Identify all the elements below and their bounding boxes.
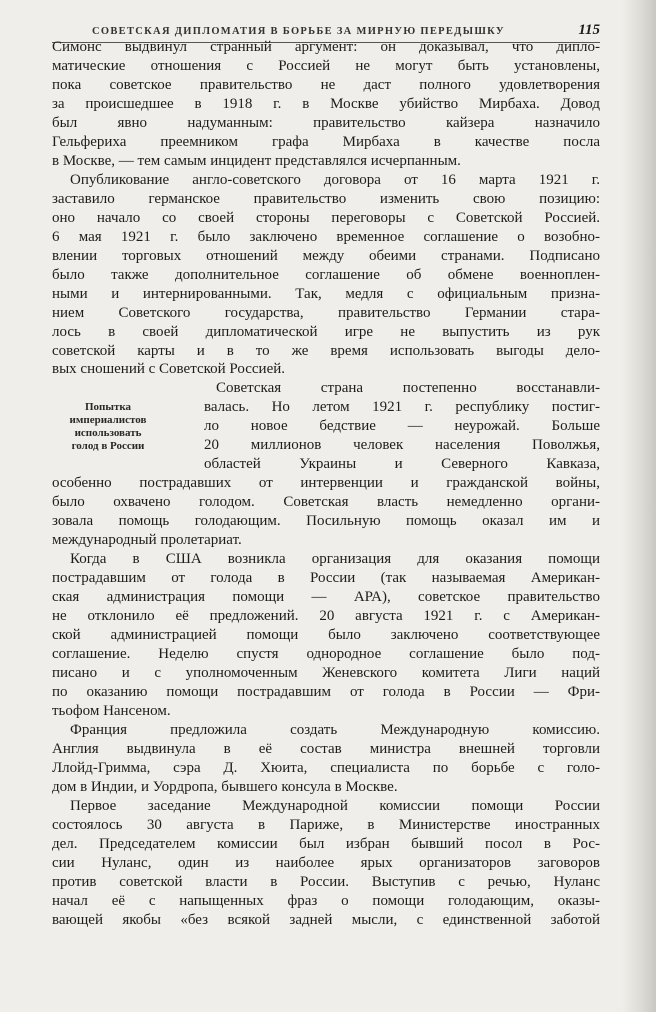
margin-note-line: Попытка [84,401,132,413]
text-line: ло новое бедствие — неурожай. Больше [204,418,600,435]
text-line: в Москве, — тем самым инцидент представлялся исчерпанным. [52,152,461,169]
text-line: Советская страна постепенно восстанавли- [216,380,600,397]
text-line: писано и с уполномоченным Женевского комитета Лиги наций [52,664,600,681]
paragraph [52,550,600,721]
page-number: 115 [578,22,600,38]
text-line: Опубликование англо-советского договора от 16 марта 1921 г. [70,171,600,188]
text-line: состоялось 30 августа в Париже, в Министерстве иностранных [52,816,600,833]
text-line: международный пролетариат. [52,532,242,549]
text-line: сии Нуланс, один из наиболее ярых организаторов заговоров [52,854,600,871]
paragraph [52,379,600,550]
text-line: вающей якобы «без всякой задней мысли, с единственной заботой [52,911,600,928]
page-edge-shadow [622,0,656,1012]
text-line: ными и интернированными. Так, медля с официальным призна- [52,285,600,302]
running-title: СОВЕТСКАЯ ДИПЛОМАТИЯ В БОРЬБЕ ЗА МИРНУЮ ПЕРЕДЫШКУ [92,26,505,37]
text-line: был явно надуманным: правительство кайзера назначило [52,114,600,131]
text-line: Ллойд-Гримма, сэра Д. Хюита, специалиста по борьбе с голо- [52,759,600,776]
text-line: лось в своей дипломатической игре не выпустить из рук [52,323,600,340]
text-line: нием Советского государства, правительство Германии стара- [52,304,600,321]
text-line: было охвачено голодом. Советская власть немедленно органи- [52,494,600,511]
text-line: за происшедшее в 1918 г. в Москве убийство Мирбаха. Довод [52,95,600,112]
text-line: областей Украины и Северного Кавказа, [204,456,600,473]
text-line: 6 мая 1921 г. было заключено временное соглашение о возобно- [52,228,600,245]
text-line: 20 миллионов человек населения Поволжья, [204,437,600,454]
text-line: не отклонило её предложений. 20 августа 1921 г. с Американ- [52,608,600,625]
text-line: начал её с напыщенных фраз о помощи голодающим, оказы- [52,892,600,909]
text-line: советской карты и в то же время использовать выгоды дело- [52,342,600,359]
text-line: вых сношений с Советской Россией. [52,361,286,378]
text-line: валась. Но летом 1921 г. республику постиг- [204,399,600,416]
text-line: соглашение. Неделю спустя однородное соглашение было под- [52,646,600,662]
margin-note-line: голод в России [71,440,145,452]
paragraph [52,171,600,380]
text-line: против советской власти в России. Выступив с речью, Нуланс [52,873,600,890]
text-line: тьофом Нансеном. [52,702,171,719]
text-line: ской администрацией помощи было заключено соответствующее [52,627,600,644]
text-line: пока советское правительство не даст полного удовлетворения [52,76,600,93]
text-line: дом в Индии, и Уордропа, бывшего консула в Москве. [52,778,398,795]
text-line: дел. Председателем комиссии был избран бывший посол в Рос- [52,835,600,852]
text-line: матические отношения с Россией не могут быть установлены, [52,57,600,74]
text-line: по оказанию помощи пострадавшим от голода в России — Фри- [52,683,600,700]
text-line: оно начало со своей стороны переговоры с Советской Россией. [52,209,600,226]
text-line: зовала помощь голодающим. Посильную помощь оказал им и [52,513,600,530]
margin-note-line: использовать [74,427,142,439]
text-line: заставило германское правительство изменить свою позицию: [52,190,600,207]
text-line: было также дополнительное соглашение об обмене военноплен- [52,266,600,283]
text-line: Симонс выдвинул странный аргумент: он доказывал, что дипло- [52,39,600,55]
paragraph [52,721,600,797]
body-text [52,38,600,930]
text-line: Первое заседание Международной комиссии помощи России [70,797,600,814]
text-line: Англия выдвинула в её состав министра внешней торговли [52,740,600,757]
margin-note-line: империалистов [69,414,147,426]
paragraph [52,797,600,930]
text-line: ская администрация помощи — АРА), советское правительство [52,589,600,606]
text-line: пострадавшим от голода в России (так называемая Американ- [52,570,600,587]
text-line: Гельфериха преемником графа Мирбаха в качестве посла [52,133,600,150]
text-line: влении торговых отношений между обеими странами. Подписано [52,247,600,264]
text-line: особенно пострадавших от интервенции и гражданской войны, [52,475,600,492]
text-line: Франция предложила создать Международную комиссию. [70,721,600,738]
paragraph [52,38,600,171]
text-line: Когда в США возникла организация для оказания помощи [70,551,600,568]
